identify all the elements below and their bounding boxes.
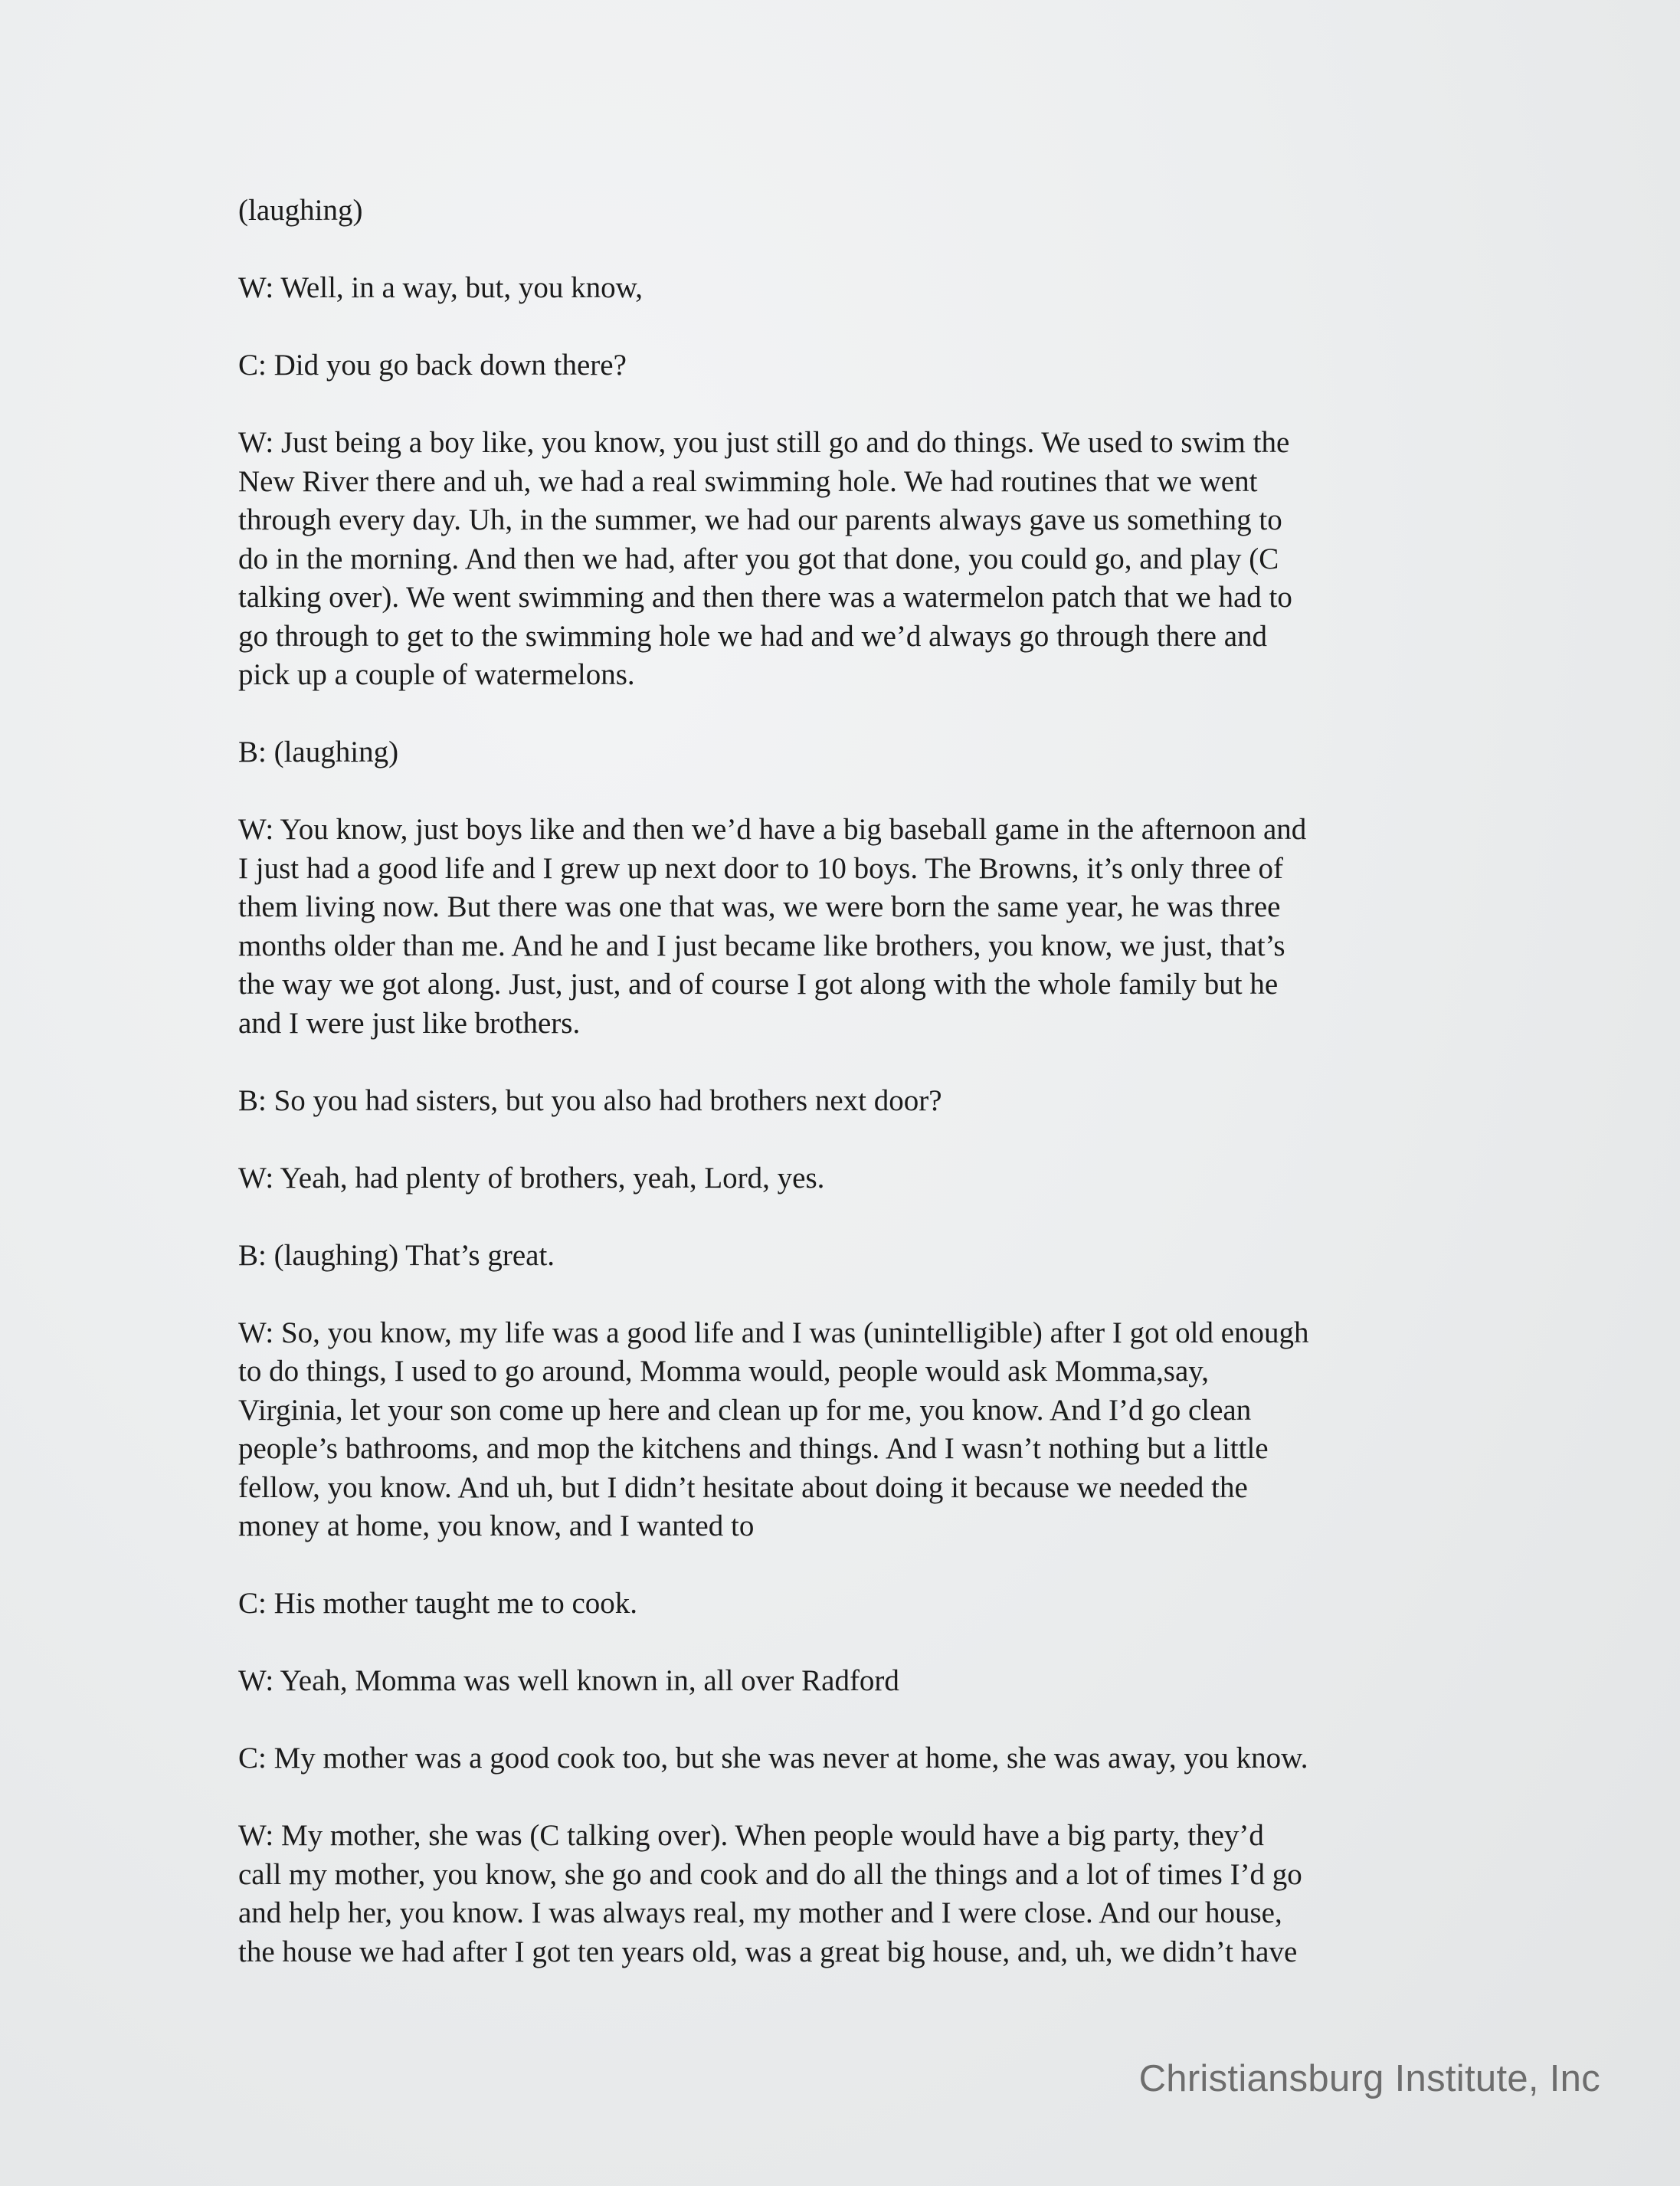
transcript-paragraph [238, 733, 1464, 772]
transcript-line: W: Yeah, had plenty of brothers, yeah, Lord, yes. [238, 1161, 825, 1195]
transcript-line: fellow, you know. And uh, but I didn’t hesitate about doing it because we needed the [238, 1470, 1248, 1504]
transcript-line: B: (laughing) That’s great. [238, 1238, 555, 1272]
transcript-paragraph [238, 269, 1464, 308]
transcript-line: the way we got along. Just, just, and of course I got along with the whole family but he [238, 968, 1279, 1001]
transcript-line: Virginia, let your son come up here and clean up for me, you know. And I’d go clean [238, 1393, 1252, 1427]
transcript-body [238, 192, 1464, 2011]
transcript-line: to do things, I used to go around, Momma would, people would ask Momma,say, [238, 1355, 1210, 1388]
transcript-paragraph [238, 346, 1464, 385]
transcript-line: I just had a good life and I grew up next door to 10 boys. The Browns, it’s only three of [238, 851, 1284, 885]
transcript-line: money at home, you know, and I wanted to [238, 1509, 755, 1542]
transcript-paragraph [238, 1585, 1464, 1624]
transcript-paragraph [238, 1237, 1464, 1276]
transcript-paragraph [238, 192, 1464, 231]
transcript-line: W: Yeah, Momma was well known in, all over Radford [238, 1664, 899, 1697]
transcript-paragraph [238, 1662, 1464, 1701]
transcript-line: and help her, you know. I was always real, my mother and I were close. And our house, [238, 1896, 1282, 1929]
transcript-paragraph [238, 1082, 1464, 1121]
transcript-line: W: Just being a boy like, you know, you just still go and do things. We used to swim the [238, 426, 1290, 459]
transcript-line: B: So you had sisters, but you also had brothers next door? [238, 1083, 942, 1117]
transcript-line: months older than me. And he and I just became like brothers, you know, we just, that’s [238, 929, 1285, 962]
transcript-line: them living now. But there was one that was, we were born the same year, he was three [238, 890, 1281, 923]
transcript-line: C: Did you go back down there? [238, 349, 627, 382]
transcript-line: talking over). We went swimming and then there was a watermelon patch that we had to [238, 581, 1292, 614]
watermark-text: Christiansburg Institute, Inc [1138, 2058, 1600, 2099]
transcript-line: W: So, you know, my life was a good life and I was (unintelligible) after I got old enough [238, 1316, 1309, 1349]
transcript-line: through every day. Uh, in the summer, we had our parents always gave us something to [238, 503, 1282, 536]
transcript-line: C: His mother taught me to cook. [238, 1587, 638, 1620]
transcript-line: W: You know, just boys like and then we’d have a big baseball game in the afternoon and [238, 813, 1307, 846]
transcript-line: the house we had after I got ten years old, was a great big house, and, uh, we didn’t have [238, 1935, 1298, 1968]
transcript-paragraph [238, 1817, 1464, 1971]
transcript-line: C: My mother was a good cook too, but she was never at home, she was away, you know. [238, 1742, 1308, 1775]
transcript-paragraph [238, 1314, 1464, 1546]
transcript-line: New River there and uh, we had a real swimming hole. We had routines that we went [238, 464, 1258, 498]
transcript-line: and I were just like brothers. [238, 1006, 581, 1040]
transcript-paragraph [238, 811, 1464, 1043]
transcript-line: call my mother, you know, she go and cook and do all the things and a lot of times I’d go [238, 1857, 1302, 1891]
transcript-line: W: My mother, she was (C talking over). When people would have a big party, they’d [238, 1819, 1264, 1852]
transcript-line: B: (laughing) [238, 736, 399, 769]
transcript-paragraph [238, 1159, 1464, 1198]
transcript-paragraph [238, 424, 1464, 695]
transcript-line: pick up a couple of watermelons. [238, 658, 635, 691]
transcript-line: W: Well, in a way, but, you know, [238, 271, 643, 304]
transcript-line: (laughing) [238, 194, 363, 227]
transcript-paragraph [238, 1739, 1464, 1778]
transcript-line: people’s bathrooms, and mop the kitchens and things. And I wasn’t nothing but a little [238, 1432, 1269, 1465]
transcript-line: go through to get to the swimming hole we had and we’d always go through there and [238, 619, 1268, 653]
transcript-line: do in the morning. And then we had, after you got that done, you could go, and play (C [238, 542, 1279, 575]
